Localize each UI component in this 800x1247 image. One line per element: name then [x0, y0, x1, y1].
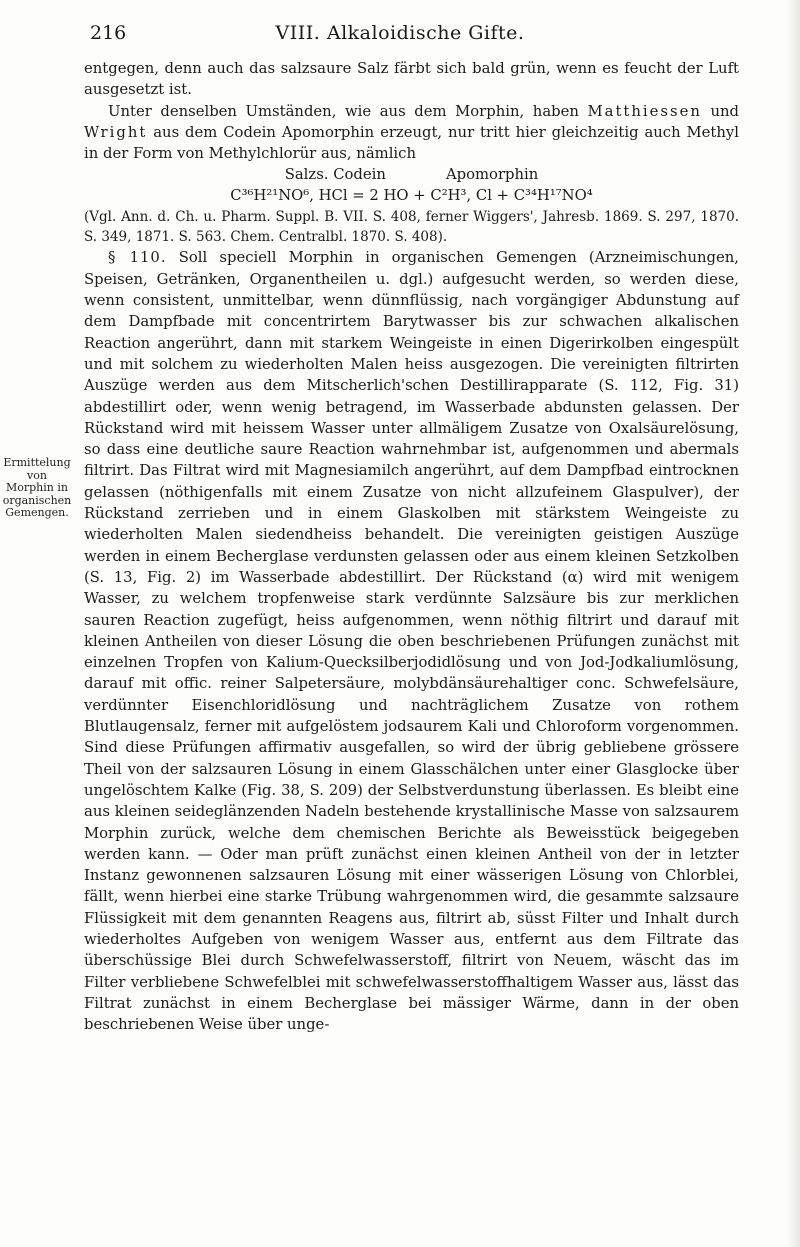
author-name: Wright — [84, 123, 148, 141]
page-header — [0, 22, 800, 48]
section-paragraph — [84, 247, 739, 1035]
paragraph-apomorphin — [84, 101, 739, 165]
margin-note: Ermittelung von Morphin in organischen Gemengen. — [2, 456, 72, 519]
text-run: aus dem Codein Apomorphin erzeugt, nur tritt hier gleichzeitig auch Methyl in der Form von Methylchlorür aus, nämlich — [84, 123, 739, 163]
scan-edge — [786, 0, 800, 1247]
body-text — [84, 58, 739, 1035]
text-run: Unter denselben Umständen, wie aus dem Morphin, haben — [108, 102, 588, 120]
author-name: Matthiessen — [587, 102, 702, 120]
reference-note: (Vgl. Ann. d. Ch. u. Pharm. Suppl. B. VII. S. 408, ferner Wiggers', Jahresb. 1869. S. 297, 1870. S. 349, 1871. S. 563. Chem. Centralbl. 1870. S. 408). — [84, 209, 739, 246]
chapter-title: VIII. Alkaloidische Gifte. — [275, 22, 525, 44]
section-number: § 110. — [108, 249, 167, 267]
chemical-formula: C³⁶H²¹NO⁶, HCl = 2 HO + C²H³, Cl + C³⁴H¹⁷NO⁴ — [230, 187, 593, 205]
text-run: und — [701, 102, 739, 120]
page-number: 216 — [90, 22, 127, 44]
formula-label: Apomorphin — [445, 166, 539, 184]
section-text: Soll speciell Morphin in organischen Gemengen (Arzneimischungen, Speisen, Getränken, Organentheilen u. dgl.) aufgesucht werden, so werden diese, wenn consistent, unmittelbar, wenn dünnflüssig, nach vorgängiger Abdunstung auf dem Dampfbade mit concentrirtem Barytwasser bis zur schwachen alkalischen Reaction angerührt, dann mit starkem Weingeiste in einen Digerirkolben eingespült und mit solchem zu wiederholten Malen heiss ausgezogen. Die vereinigten filtrirten Auszüge werden aus dem Mitscherlich'schen Destillirapparate (S. 112, Fig. 31) abdestillirt oder, wenn wenig betragend, im Wasserbade abdunsten gelassen. Der Rückstand wird mit heissem Wasser unter allmäligem Zusatze von Oxalsäurelösung, so dass eine deutliche saure Reaction wahrnehmbar ist, aufgenommen und abermals filtrirt. Das Filtrat wird mit Magnesiamilch angerührt, auf dem Dampfbad eintrocknen gelassen (nöthigenfalls mit einem Zusatze von nicht allzufeinem Glaspulver), der Rückstand zerrieben und in einem Glaskolben mit stärkstem Weingeiste zu wiederholten Malen siedendheiss behandelt. Die vereinigten geistigen Auszüge werden in einem Becherglase verdunsten gelassen oder aus einem kleinen Setzkolben (S. 13, Fig. 2) im Wasserbade abdestillirt. Der Rückstand (α) wird mit wenigem Wasser, zu welchem tropfenweise stark verdünnte Salzsäure bis zur merklichen sauren Reaction zugefügt, heiss aufgenommen, wenn nöthig filtrirt und darauf mit kleinen Antheilen von dieser Lösung die oben beschriebenen Prüfungen zunächst mit einzelnen Tropfen von Kalium-Quecksilberjodidlösung und von Jod-Jodkaliumlösung, darauf mit offic. reiner Salpetersäure, molybdänsäurehaltiger conc. Schwefelsäure, verdünnter Eisenchloridlösung und nachträglichem Zusatze von rothem Blutlaugensalz, ferner mit aufgelöstem jodsaurem Kali und Chloroform vorgenommen. Sind diese Prüfungen affirmativ ausgefallen, so wird der übrig gebliebene grössere Theil von der salzsauren Lösung in einem Glasschälchen unter einer Glasglocke über ungelöschtem Kalke (Fig. 38, S. 209) der Selbstverdunstung überlassen. Es bleibt eine aus kleinen seideglänzenden Nadeln bestehende krystallinische Masse von salzsaurem Morphin zurück, welche dem chemischen Berichte als Beweisstück beigegeben werden kann. — Oder man prüft zunächst einen kleinen Antheil von der in letzter Instanz gewonnenen salzsauren Lösung mit einer wässerigen Lösung von Chlorblei, fällt, wenn hierbei eine starke Trübung wahrgenommen wird, die gesammte salzsaure Flüssigkeit mit dem genannten Reagens aus, filtrirt ab, süsst Filter und Inhalt durch wiederholtes Aufgeben von wenigem Wasser aus, entfernt aus dem Filtrate das überschüssige Blei durch Schwefelwasserstoff, filtrirt von Neuem, wäscht das im Filter verbliebene Schwefelblei mit schwefelwasserstoffhaltigem Wasser aus, lässt das Filtrat zunächst in einem Becherglase bei mässiger Wärme, dann in der oben beschriebenen Weise über unge- — [84, 249, 739, 1034]
paragraph-continuation: entgegen, denn auch das salzsaure Salz färbt sich bald grün, wenn es feucht der Luft ausgesetzt ist. — [84, 60, 739, 99]
formula-labels — [84, 164, 739, 185]
formula-label: Salzs. Codein — [284, 166, 386, 184]
